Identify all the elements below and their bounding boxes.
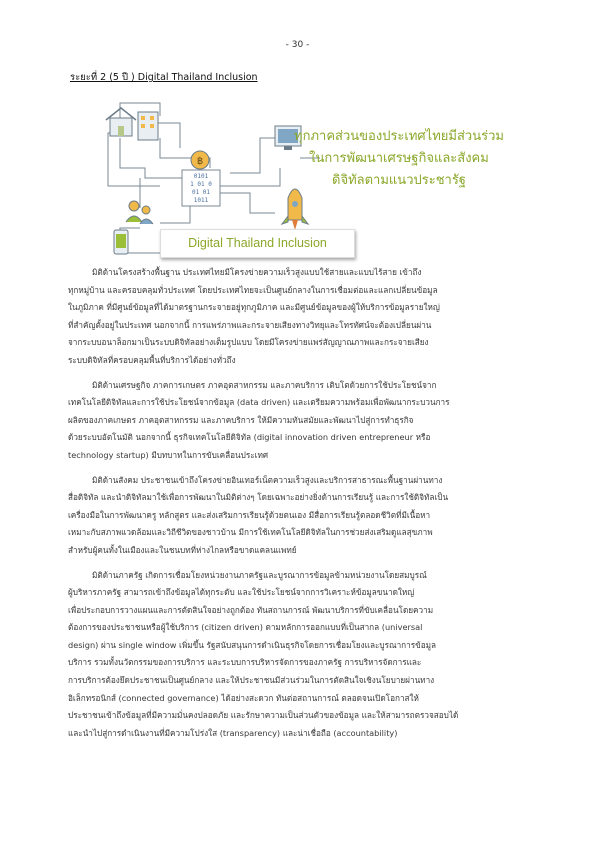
paragraph-society bbox=[68, 472, 530, 560]
paragraph-economy bbox=[68, 377, 530, 465]
body-text bbox=[68, 264, 530, 749]
text-line: สื่อดิจิทัล และนำดิจิทัลมาใช้เพื่อการพัฒนาในมิติต่างๆ โดยเฉพาะอย่างยิ่งด้านการเรียนรู้ และการใช้ดิจิทัลเป็น bbox=[68, 492, 449, 503]
svg-text:1011: 1011 bbox=[193, 197, 209, 204]
smartphone-icon bbox=[114, 230, 128, 254]
house-icon bbox=[106, 108, 136, 136]
text-line: การบริการต้องยึดประชาชนเป็นศูนย์กลาง และให้ประชาชนมีส่วนร่วมในการตัดสินใจเชิงนโยบายผ่านทาง bbox=[68, 675, 435, 686]
text-line: มิติด้านโครงสร้างพื้นฐาน ประเทศไทยมีโครงข่ายความเร็วสูงแบบใช้สายและแบบไร้สาย เข้าถึง bbox=[92, 267, 422, 277]
building-icon bbox=[138, 112, 158, 140]
rocket-icon bbox=[282, 189, 308, 230]
paragraph-infrastructure bbox=[68, 264, 530, 370]
text-line: technology startup) มีบทบาทในการขับเคลื่อนประเทศ bbox=[68, 449, 269, 460]
svg-text:0101: 0101 bbox=[193, 173, 209, 180]
text-line: design) ผ่าน single window เพิ่มขึ้น รัฐสนับสนุนการดำเนินธุรกิจโดยการเชื่อมโยงและบูรณาการข้อมูล bbox=[68, 639, 437, 650]
text-line: อิเล็กทรอนิกส์ (connected governance) ได้อย่างสะดวก ทันต่อสถานการณ์ ตลอดจนเปิดโอกาสให้ bbox=[68, 692, 419, 703]
section-heading: ระยะที่ 2 (5 ปี ) Digital Thailand Inclusion bbox=[70, 72, 258, 83]
page-number: - 30 - bbox=[285, 40, 310, 50]
text-line: ในภูมิภาค ที่มีศูนย์ข้อมูลที่ได้มาตรฐานกระจายอยู่ทุกภูมิภาค และมีศูนย์ข้อมูลของผู้ให้บริการข้อมูลรายใหญ่ bbox=[68, 302, 440, 313]
text-line: มิติด้านเศรษฐกิจ ภาคการเกษตร ภาคอุตสาหกรรม และภาคบริการ เติบโตด้วยการใช้ประโยชน์จาก bbox=[92, 379, 437, 390]
text-line: ด้วยระบบอัตโนมัติ นอกจากนี้ ธุรกิจเทคโนโลยีดิจิทัล (digital innovation driven entrepreneur หรือ bbox=[68, 432, 431, 443]
figure-title-line: ทุกภาคส่วนของประเทศไทยมีส่วนร่วม bbox=[294, 129, 504, 144]
text-line: ต้องการของประชาชนหรือผู้ใช้บริการ (citizen driven) ตามหลักการออกแบบที่เป็นสากล (universal bbox=[68, 622, 423, 633]
svg-text:฿: ฿ bbox=[196, 156, 204, 167]
svg-text:1 01 0: 1 01 0 bbox=[190, 181, 212, 188]
text-line: สำหรับผู้คนทั้งในเมืองและในชนบทที่ห่างไกลหรือขาดแคลนแพทย์ bbox=[68, 544, 297, 555]
svg-text:01 01: 01 01 bbox=[191, 189, 211, 196]
text-line: เทคโนโลยีดิจิทัลและการใช้ประโยชน์จากข้อมูล (data driven) และเตรียมความพร้อมเพื่อพัฒนากระบวนการ bbox=[68, 397, 450, 408]
figure-banner bbox=[160, 229, 355, 258]
paragraph-government bbox=[68, 567, 530, 743]
text-line: เครื่องมือในการพัฒนาครู หลักสูตร และส่งเสริมการเรียนรู้ด้วยตนเอง มีสื่อการเรียนรู้ตลอดชีวิตที่มีเนื้อหา bbox=[68, 509, 431, 520]
figure-title-line: ในการพัฒนาเศรษฐกิจและสังคม bbox=[309, 151, 489, 166]
banner-label: Digital Thailand Inclusion bbox=[188, 236, 327, 250]
text-line: มิติด้านสังคม ประชาชนเข้าถึงโครงข่ายอินเทอร์เน็ตความเร็วสูงและบริการสาธารณะพื้นฐานผ่านทาง bbox=[92, 474, 443, 485]
figure-title bbox=[280, 126, 518, 192]
text-line: มิติด้านภาครัฐ เกิดการเชื่อมโยงหน่วยงานภาครัฐและบูรณาการข้อมูลข้ามหน่วยงานโดยสมบูรณ์ bbox=[92, 569, 427, 580]
text-line: จากระบบอนาล็อกมาเป็นระบบดิจิทัลอย่างเต็มรูปแบบ โดยมีโครงข่ายแพร่สัญญาณภาพและกระจายเสียง bbox=[68, 337, 429, 348]
text-line: เหมาะกับสภาพแวดล้อมและวิถีชีวิตของชาวบ้าน มีการใช้เทคโนโลยีดิจิทัลในการช่วยส่งเสริมดูแลสุขภาพ bbox=[68, 527, 433, 538]
text-line: และนำไปสู่การดำเนินงานที่มีความโปร่งใส (transparency) และน่าเชื่อถือ (accountability) bbox=[68, 727, 398, 738]
figure-title-line: ดิจิทัลตามแนวประชารัฐ bbox=[332, 173, 466, 188]
binary-chip-icon bbox=[182, 170, 220, 206]
text-line: ประชาชนเข้าถึงข้อมูลที่มีความมั่นคงปลอดภัย และรักษาความเป็นส่วนตัวของข้อมูล และให้สามารถตรวจสอบได้ bbox=[68, 710, 459, 721]
text-line: ทุกหมู่บ้าน และครอบคลุมทั่วประเทศ โดยประเทศไทยจะเป็นศูนย์กลางในการเชื่อมต่อและแลกเปลี่ยนข้อมูล bbox=[68, 284, 438, 295]
text-line: ที่สำคัญตั้งอยู่ในประเทศ นอกจากนี้ การแพร่ภาพและกระจายเสียงทางวิทยุและโทรทัศน์จะต้องเปลี่ยนผ่าน bbox=[68, 319, 432, 330]
text-line: ระบบดิจิทัลที่ครอบคลุมพื้นที่บริการได้อย่างทั่วถึง bbox=[68, 354, 236, 365]
text-line: ผู้บริหารภาครัฐ สามารถเข้าถึงข้อมูลได้ทุกระดับ และใช้ประโยชน์จากการวิเคราะห์ข้อมูลขนาดใหญ่ bbox=[68, 587, 415, 598]
text-line: ผลิตของภาคเกษตร ภาคอุตสาหกรรม และภาคบริการ ให้มีความทันสมัยและพัฒนาไปสู่การทำธุรกิจ bbox=[68, 414, 414, 425]
text-line: บริการ รวมทั้งนวัตกรรมของการบริการ และระบบการบริหารจัดการของภาครัฐ การบริหารจัดการและ bbox=[68, 657, 422, 668]
coin-icon bbox=[191, 151, 209, 169]
text-line: เพื่อประกอบการวางแผนและการตัดสินใจอย่างถูกต้อง ทันสถานการณ์ พัฒนาบริการที่ขับเคลื่อนโดยความ bbox=[68, 604, 434, 615]
